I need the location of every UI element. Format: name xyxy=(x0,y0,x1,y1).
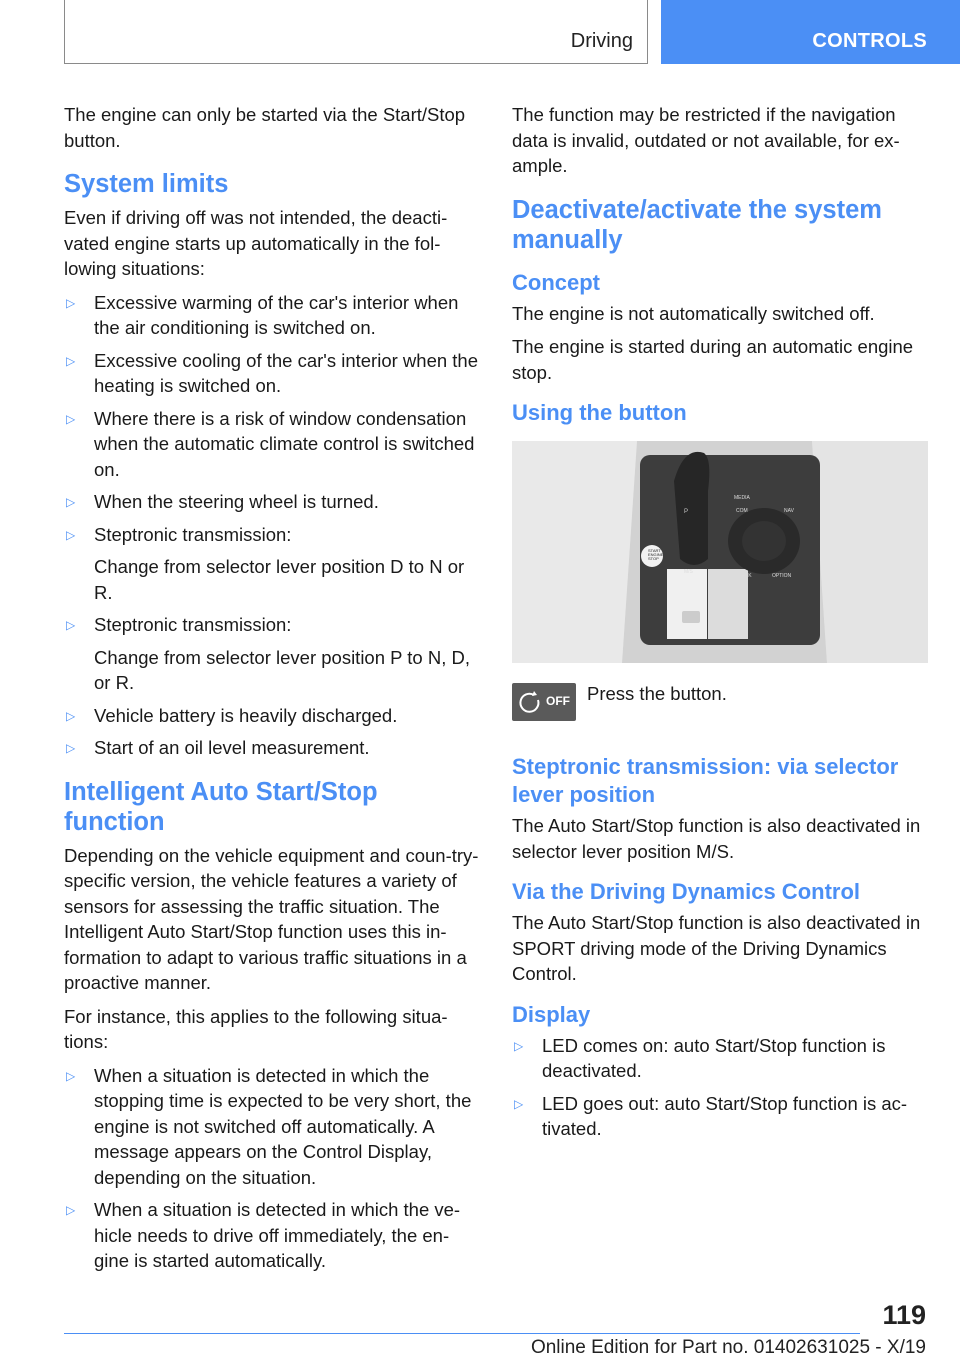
header-chapter-tab xyxy=(661,0,960,64)
list-item: ▷ LED comes on: auto Start/Stop function is deactivated. xyxy=(514,1034,886,1081)
console-label-back: BACK xyxy=(738,573,752,579)
heading-steptronic-selector: Steptronic transmission: via selector lever position xyxy=(512,754,899,807)
paragraph-steptronic: The Auto Start/Stop function is also deactivated in selector lever position M/S. xyxy=(512,815,921,862)
triangle-right-icon: ▷ xyxy=(66,618,76,632)
header-chapter-title: CONTROLS xyxy=(812,30,927,52)
heading-system-limits: System limits xyxy=(64,170,229,198)
header-section-tab xyxy=(64,0,648,64)
paragraph-navigation-restriction: The function may be restricted if the navigation data is invalid, outdated or not available, for ex-ample. xyxy=(512,104,900,176)
heading-using-button: Using the button xyxy=(512,400,687,425)
center-console-illustration xyxy=(512,441,928,663)
paragraph-concept-2: The engine is started during an automatic engine stop. xyxy=(512,336,914,383)
header-section-title: Driving xyxy=(570,30,633,52)
list-item: ▷ Vehicle battery is heavily discharged. xyxy=(66,704,398,726)
heading-deactivate-manually: Deactivate/activate the system manually xyxy=(512,195,882,254)
heading-concept: Concept xyxy=(512,269,600,295)
paragraph-intelligent-2: For instance, this applies to the following situa-tions: xyxy=(64,1005,448,1052)
center-console-photo xyxy=(512,441,928,663)
triangle-right-icon: ▷ xyxy=(66,411,76,426)
paragraph-limits-intro: Even if driving off was not intended, the deacti-vated engine starts up automatically in the fol-lowing situations: xyxy=(64,207,448,279)
paragraph-concept-1: The engine is not automatically switched off. xyxy=(512,302,875,324)
console-label-p: P xyxy=(684,509,689,515)
list-item: ▷ When the steering wheel is turned. xyxy=(66,491,379,512)
list-item: ▷ Where there is a risk of window condensation when the automatic climate control is switched on. xyxy=(66,407,475,480)
paragraph-driving-dynamics: The Auto Start/Stop function is also deactivated in SPORT driving mode of the Driving Dynamics Control. xyxy=(512,912,921,984)
paragraph-press-button: Press the button. xyxy=(587,683,727,704)
display-list xyxy=(512,1033,930,1142)
triangle-right-icon: ▷ xyxy=(66,353,76,368)
triangle-right-icon: ▷ xyxy=(66,708,76,723)
footer-edition-text: Online Edition for Part no. 01402631025 - X/19 xyxy=(530,1337,926,1358)
console-label-option: OPTION xyxy=(772,573,792,579)
list-item: ▷ When a situation is detected in which the stopping time is expected to be very short, the engine is not switched off automatically. A message appears on the Control Display, depending on the situation. xyxy=(66,1064,472,1188)
list-item: ▷ When a situation is detected in which the ve-hicle needs to drive off immediately, the en-gine is started automatically. xyxy=(66,1199,461,1271)
triangle-right-icon: ▷ xyxy=(514,1038,524,1053)
triangle-right-icon: ▷ xyxy=(66,1068,76,1083)
paragraph-intelligent-1: Depending on the vehicle equipment and coun-try-specific version, the vehicle features a variety of sensors for assessing the traffic situation. The Intelligent Auto Start/Stop function uses this in-formation to adapt to various traffic situations in a proactive manner. xyxy=(64,844,479,993)
list-item: ▷ Excessive cooling of the car's interior when the heating is switched on. xyxy=(66,349,479,396)
triangle-right-icon: ▷ xyxy=(66,1203,76,1217)
console-label-com: COM xyxy=(736,508,748,514)
triangle-right-icon: ▷ xyxy=(514,1096,524,1111)
triangle-right-icon: ▷ xyxy=(66,741,76,755)
heading-display: Display xyxy=(512,1001,591,1027)
triangle-right-icon: ▷ xyxy=(66,295,76,310)
page-number: 119 xyxy=(882,1300,926,1330)
system-limits-list xyxy=(64,290,482,761)
list-item: ▷ Start of an oil level measurement. xyxy=(66,737,370,758)
console-label-nav: NAV xyxy=(784,508,794,514)
console-label-start-stop: START ENGINE STOP xyxy=(648,548,664,561)
left-column xyxy=(64,102,482,1281)
heading-driving-dynamics-control: Via the Driving Dynamics Control xyxy=(512,879,861,904)
triangle-right-icon: ▷ xyxy=(66,495,76,509)
auto-start-stop-off-icon xyxy=(512,683,576,721)
list-item: ▷ Steptronic transmission: Change from selector lever position P to N, D, or R. xyxy=(66,614,470,693)
button-instruction xyxy=(512,681,930,735)
list-item: ▷ Steptronic transmission: Change from selector lever position D to N or R. xyxy=(66,523,465,603)
heading-intelligent-auto-start-stop: Intelligent Auto Start/Stop function xyxy=(64,777,378,836)
triangle-right-icon: ▷ xyxy=(66,527,76,542)
auto-start-stop-off-text: OFF xyxy=(546,694,570,708)
right-column xyxy=(512,102,930,1149)
console-label-media: MEDIA xyxy=(734,495,750,501)
footer-divider xyxy=(64,1333,860,1334)
paragraph-start-button: The engine can only be started via the Start/Stop button. xyxy=(64,104,466,151)
situations-list xyxy=(64,1063,482,1274)
list-item: ▷ Excessive warming of the car's interior when the air conditioning is switched on. xyxy=(66,291,459,338)
list-item: ▷ LED goes out: auto Start/Stop function is ac-tivated. xyxy=(514,1092,908,1139)
console-label-ms: M/S xyxy=(684,569,693,575)
